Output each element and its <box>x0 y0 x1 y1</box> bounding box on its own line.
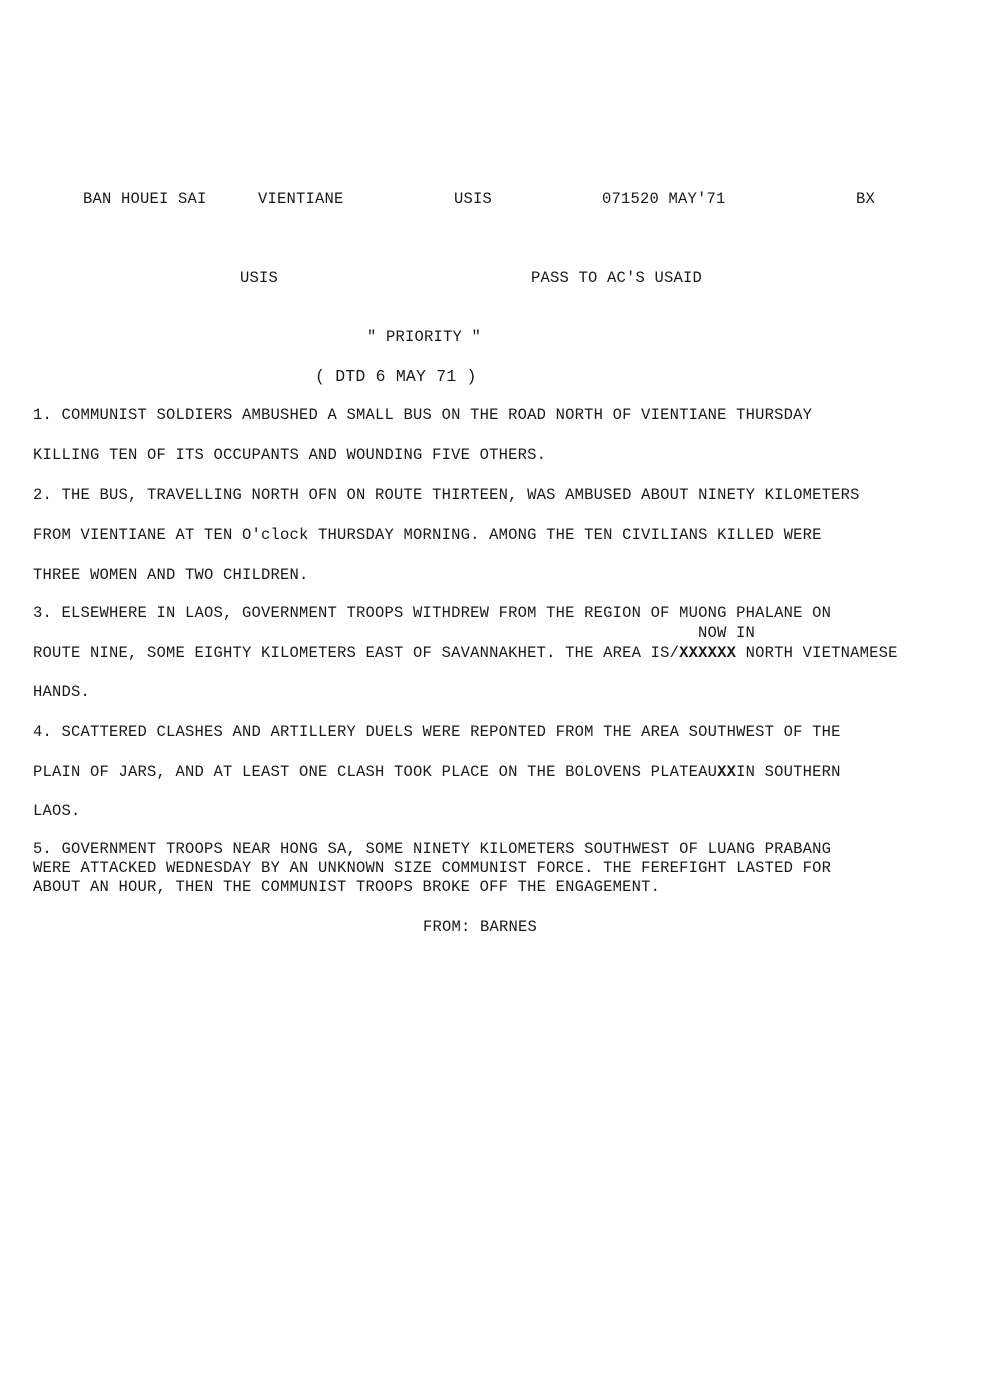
paragraph-2-line-3: THREE WOMEN AND TWO CHILDREN. <box>33 566 309 584</box>
paragraph-2-line-2: FROM VIENTIANE AT TEN O'clock THURSDAY MORNING. AMONG THE TEN CIVILIANS KILLED WERE <box>33 526 822 544</box>
paragraph-3-line-2-start: ROUTE NINE, SOME EIGHTY KILOMETERS EAST OF SAVANNAKHET. THE AREA IS/ <box>33 644 680 662</box>
paragraph-4-line-2-start: PLAIN OF JARS, AND AT LEAST ONE CLASH TOOK PLACE ON THE BOLOVENS PLATEAU <box>33 763 718 781</box>
precedence-label: " PRIORITY " <box>367 328 482 346</box>
signature-from: FROM: BARNES <box>423 918 538 936</box>
paragraph-2-line-1: 2. THE BUS, TRAVELLING NORTH OFN ON ROUTE THIRTEEN, WAS AMBUSED ABOUT NINETY KILOMETERS <box>33 486 860 504</box>
paragraph-3-line-2-end: NORTH VIETNAMESE <box>736 644 898 662</box>
routing-to: USIS <box>240 269 279 287</box>
paragraph-4-line-3: LAOS. <box>33 802 81 820</box>
header-code: BX <box>856 190 876 208</box>
paragraph-3-line-1: 3. ELSEWHERE IN LAOS, GOVERNMENT TROOPS WITHDREW FROM THE REGION OF MUONG PHALANE ON <box>33 604 832 622</box>
paragraph-3-line-3: HANDS. <box>33 683 91 701</box>
paragraph-1-line-2: KILLING TEN OF ITS OCCUPANTS AND WOUNDING FIVE OTHERS. <box>33 446 547 464</box>
paragraph-5-line-2: WERE ATTACKED WEDNESDAY BY AN UNKNOWN SIZE COMMUNIST FORCE. THE FEREFIGHT LASTED FOR <box>33 859 832 877</box>
paragraph-4-line-2 <box>33 763 841 781</box>
paragraph-5-line-3: ABOUT AN HOUR, THEN THE COMMUNIST TROOPS BROKE OFF THE ENGAGEMENT. <box>33 878 661 896</box>
paragraph-3-insertion: NOW IN <box>698 624 756 642</box>
paragraph-4-line-2-end: IN SOUTHERN <box>736 763 841 781</box>
header-agency: USIS <box>454 190 493 208</box>
paragraph-4-line-1: 4. SCATTERED CLASHES AND ARTILLERY DUELS WERE REPONTED FROM THE AREA SOUTHWEST OF THE <box>33 723 841 741</box>
paragraph-1-line-1: 1. COMMUNIST SOLDIERS AMBUSHED A SMALL BUS ON THE ROAD NORTH OF VIENTIANE THURSDAY <box>33 406 813 424</box>
header-origin: BAN HOUEI SAI <box>83 190 207 208</box>
header-dtg: 071520 MAY'71 <box>602 190 726 208</box>
header-destination: VIENTIANE <box>258 190 344 208</box>
dated-line: ( DTD 6 MAY 71 ) <box>315 367 477 386</box>
struck-text: XX <box>717 763 737 781</box>
routing-pass: PASS TO AC'S USAID <box>531 269 703 287</box>
paragraph-3-line-2 <box>33 644 898 662</box>
paragraph-5-line-1: 5. GOVERNMENT TROOPS NEAR HONG SA, SOME NINETY KILOMETERS SOUTHWEST OF LUANG PRABANG <box>33 840 832 858</box>
struck-text: XXXXXX <box>679 644 737 662</box>
